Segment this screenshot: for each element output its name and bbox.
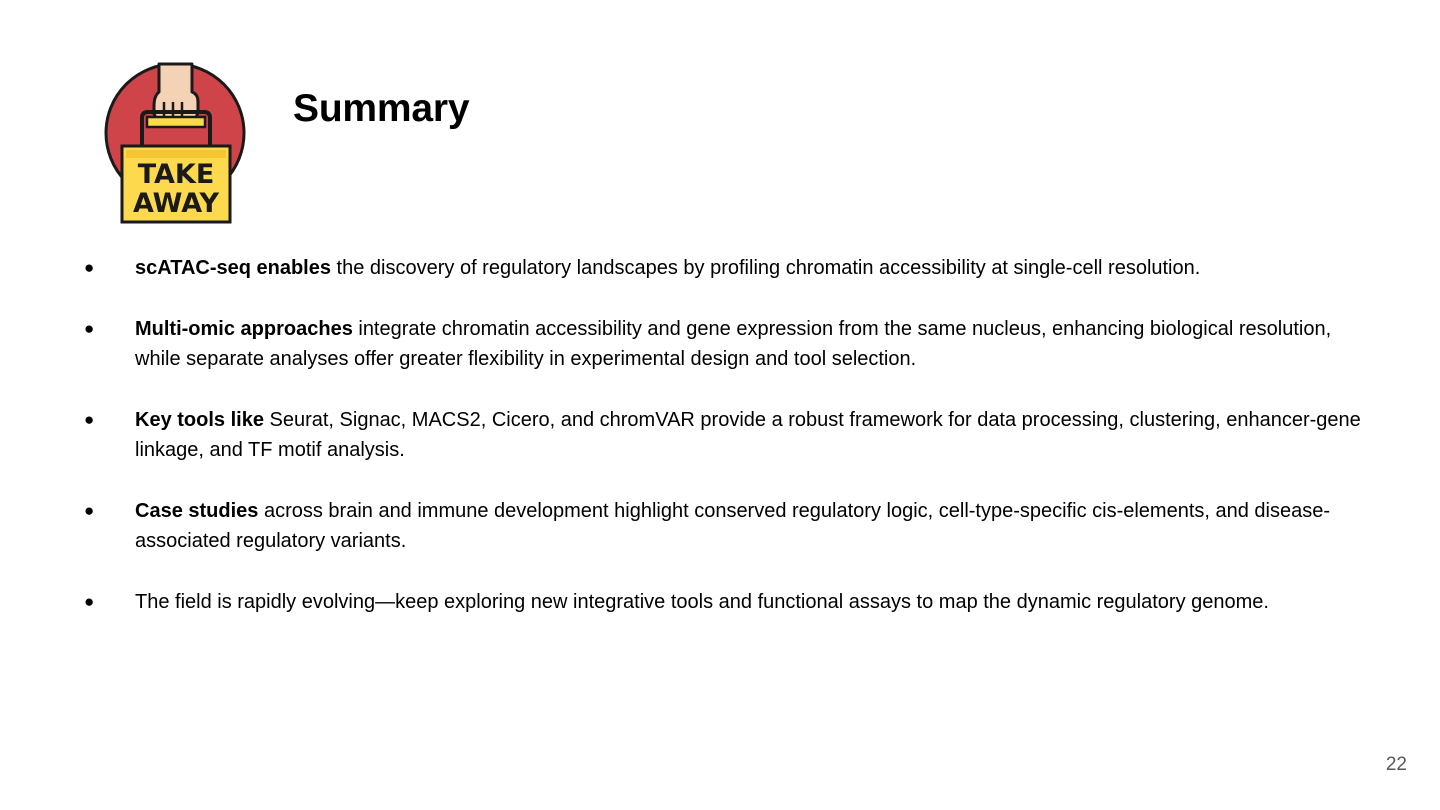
list-item [0, 405, 1440, 465]
bullet-text: The field is rapidly evolving—keep exploring new integrative tools and functional assays to map the dynamic regulatory genome. [135, 591, 1269, 613]
summary-bullet-list [0, 253, 1440, 648]
bullet-text: Seurat, Signac, MACS2, Cicero, and chromVAR provide a robust framework for data processing, clustering, enhancer-gene linkage, and TF motif analysis. [135, 409, 1361, 461]
logo-text-line1: TAKE [137, 159, 215, 190]
bullet-dot-icon: ● [84, 410, 95, 429]
bullet-lead: Case studies [135, 500, 259, 522]
logo-text-line2: AWAY [132, 188, 220, 219]
bullet-text: the discovery of regulatory landscapes by profiling chromatin accessibility at single-cell resolution. [331, 257, 1201, 279]
slide-title: Summary [293, 87, 470, 130]
bullet-dot-icon: ● [84, 592, 95, 611]
take-away-logo [104, 62, 246, 226]
take-away-box-icon [104, 62, 246, 226]
list-item [0, 314, 1440, 374]
bullet-dot-icon: ● [84, 258, 95, 277]
bullet-dot-icon: ● [84, 501, 95, 520]
bullet-lead: Multi-omic approaches [135, 318, 353, 340]
page-number: 22 [1385, 754, 1407, 775]
list-item [0, 496, 1440, 556]
bullet-text: integrate chromatin accessibility and gene expression from the same nucleus, enhancing biological resolution, while separate analyses offer greater flexibility in experimental design and tool selection. [135, 318, 1332, 370]
bullet-lead: Key tools like [135, 409, 264, 431]
bullet-text: across brain and immune development highlight conserved regulatory logic, cell-type-specific cis-elements, and disease-associated regulatory variants. [135, 500, 1331, 552]
bullet-lead: scATAC-seq enables [135, 257, 331, 279]
list-item [0, 253, 1440, 283]
bullet-dot-icon: ● [84, 319, 95, 338]
list-item [0, 587, 1440, 617]
